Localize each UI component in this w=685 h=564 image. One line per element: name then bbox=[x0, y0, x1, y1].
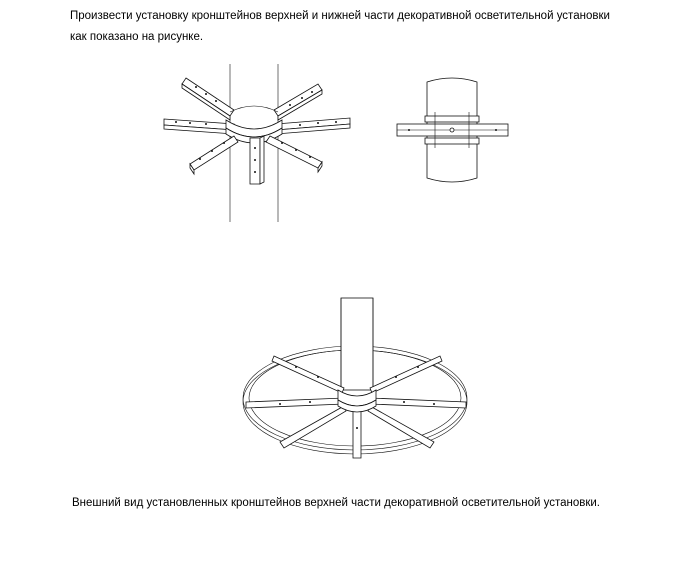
bracket-arm-front-left bbox=[190, 136, 238, 174]
crossbar bbox=[397, 124, 508, 136]
hub-clamp bbox=[338, 390, 376, 412]
bracket-arm-back-right bbox=[274, 84, 322, 120]
bracket-arm-left bbox=[164, 119, 234, 134]
pole bbox=[341, 298, 373, 394]
instruction-text bbox=[70, 6, 670, 48]
ring-bracket-assembly bbox=[240, 298, 470, 463]
bracket-arm-back-left bbox=[182, 78, 234, 120]
instruction-line-2: как показано на рисунке. bbox=[70, 31, 204, 43]
bracket-arm-right bbox=[276, 118, 350, 134]
instruction-line-1: Произвести установку кронштейнов верхней и нижней части декоративной осветительной установки bbox=[70, 10, 610, 22]
bracket-arm-front-center bbox=[250, 136, 264, 184]
bracket-arm-front-right bbox=[266, 136, 322, 172]
bracket-assembly-front-view bbox=[395, 78, 510, 186]
figure-caption: Внешний вид установленных кронштейнов верхней части декоративной осветительной установки. bbox=[72, 497, 601, 509]
bracket-assembly-perspective bbox=[160, 64, 360, 224]
